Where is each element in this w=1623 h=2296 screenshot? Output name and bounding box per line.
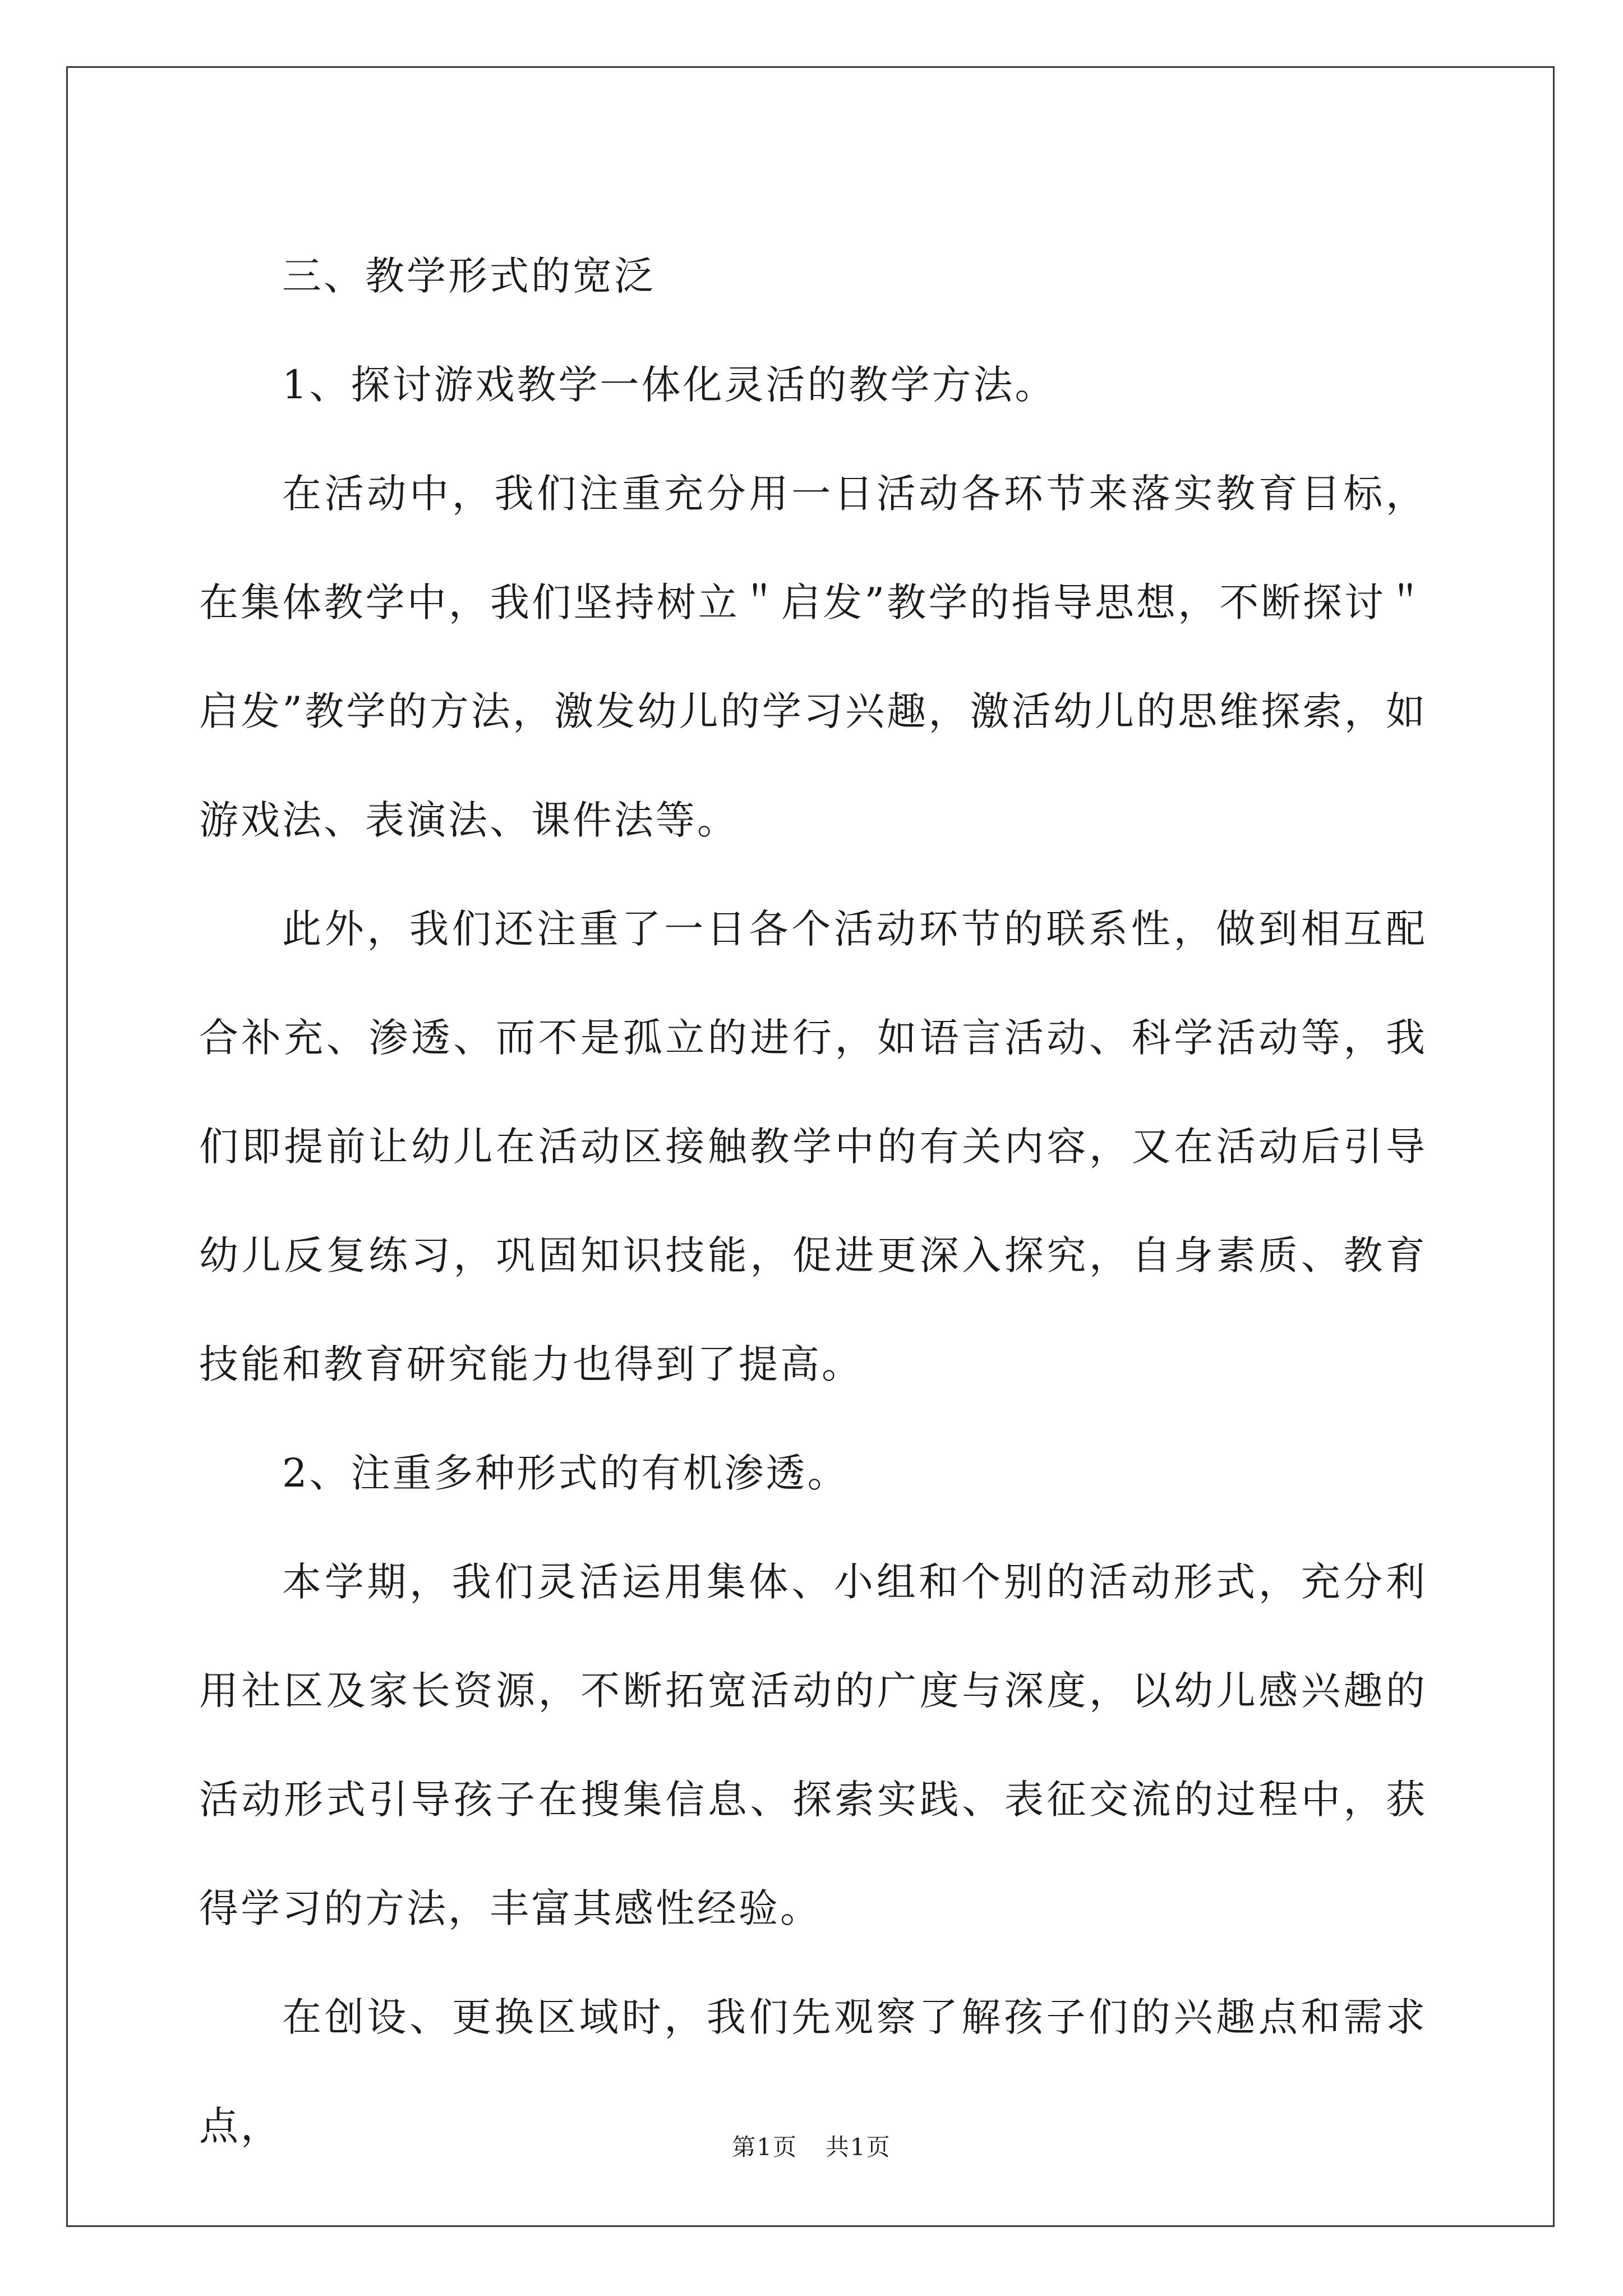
page-number: 第1页 (732, 2133, 797, 2161)
section-heading: 三、教学形式的宽泛 (282, 253, 656, 299)
subheading-1: 1、探讨游戏教学一体化灵活的教学方法。 (282, 362, 1057, 408)
paragraph: 在创设、更换区域时，我们先观察了解孩子们的兴趣点和需求点， (199, 1994, 1427, 2149)
page-footer (0, 2129, 1623, 2162)
paragraph: 此外，我们还注重了一日各个活动环节的联系性，做到相互配合补充、渗透、而不是孤立的进行，如语言活动、科学活动等，我们即提前让幼儿在活动区接触教学中的有关内容，又在活动后引导幼儿反复练习，巩固知识技能，促进更深入探究，自身素质、教育技能和教育研究能力也得到了提高。 (199, 906, 1427, 1387)
document-body (199, 222, 1427, 2180)
paragraph: 本学期，我们灵活运用集体、小组和个别的活动形式，充分利用社区及家长资源，不断拓宽活动的广度与深度，以幼儿感兴趣的活动形式引导孩子在搜集信息、探索实践、表征交流的过程中，获得学习的方法，丰富其感性经验。 (199, 1559, 1427, 1931)
page-count: 共1页 (826, 2133, 891, 2161)
subheading-2: 2、注重多种形式的有机渗透。 (282, 1450, 849, 1496)
paragraph: 在活动中，我们注重充分用一日活动各环节来落实教育目标，在集体教学中，我们坚持树立＂启发”教学的指导思想，不断探讨＂启发”教学的方法，激发幼儿的学习兴趣，激活幼儿的思维探索，如游戏法、表演法、课件法等。 (199, 471, 1427, 843)
